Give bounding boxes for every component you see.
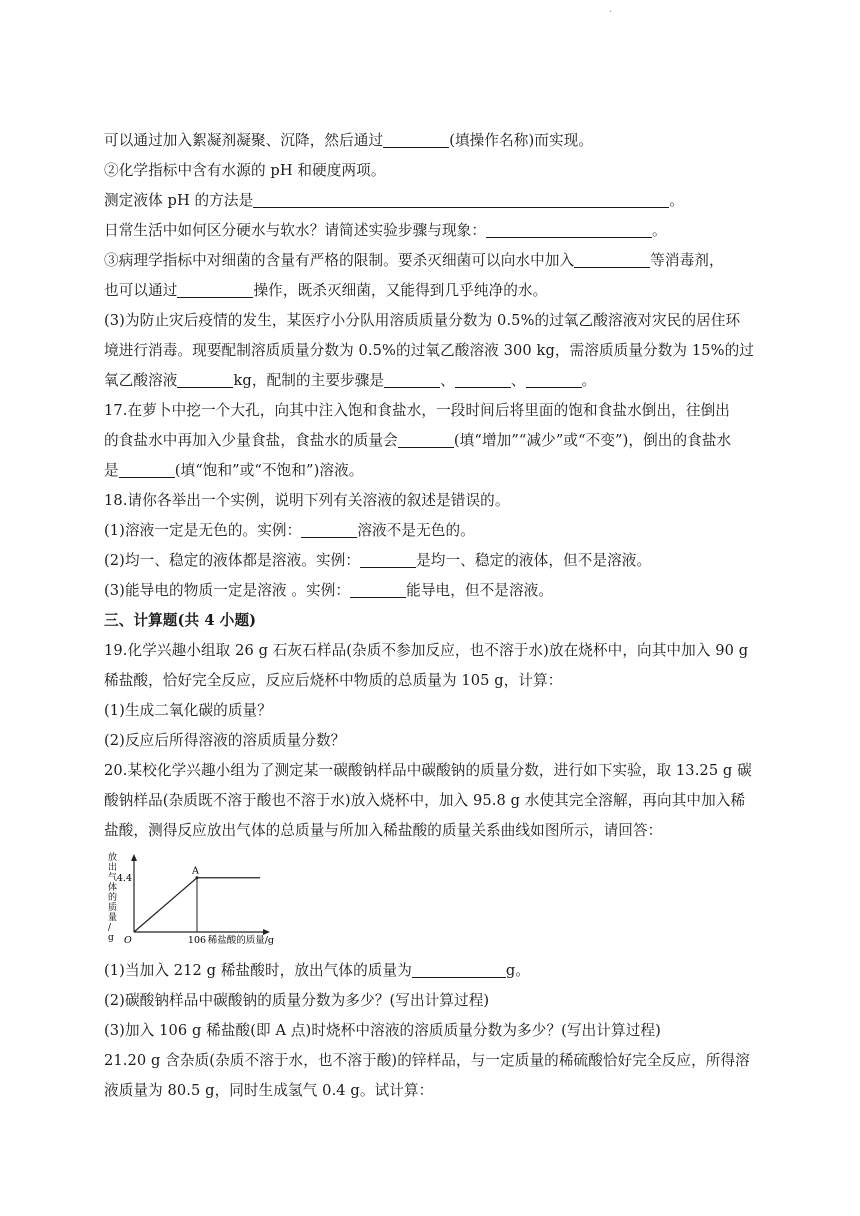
answer-blank[interactable] [384, 371, 440, 388]
text-line [104, 396, 764, 426]
text-segment: 20.某校化学兴趣小组为了测定某一碳酸钠样品中碳酸钠的质量分数，进行如下实验，取 13.25 g 碳 [104, 762, 752, 779]
text-segment: 21.20 g 含杂质(杂质不溶于水，也不溶于酸)的锌样品，与一定质量的稀硫酸恰好完全反应，所得溶 [104, 1052, 750, 1069]
text-segment: (2)均一、稳定的液体都是溶液。实例： [104, 552, 361, 569]
text-segment: (填“饱和”或“不饱和”)溶液。 [174, 462, 364, 479]
text-line [104, 666, 764, 696]
text-segment: (1)溶液一定是无色的。实例： [104, 522, 302, 539]
answer-blank[interactable] [526, 371, 582, 388]
answer-blank[interactable] [398, 431, 454, 448]
text-segment: 境进行消毒。现要配制溶质质量分数为 0.5%的过氧乙酸溶液 300 kg，需溶质质量分数为 15%的过 [104, 342, 754, 359]
text-segment: 等消毒剂， [650, 252, 724, 269]
answer-blank[interactable] [574, 251, 650, 268]
point-a-label: A [192, 865, 199, 877]
text-segment: (1)当加入 212 g 稀盐酸时，放出气体的质量为 [104, 962, 412, 979]
text-segment: 稀盐酸，恰好完全反应，反应后烧杯中物质的总质量为 105 g，计算： [104, 672, 563, 689]
text-segment: (填“增加”“减少”或“不变”)，倒出的食盐水 [453, 432, 732, 449]
answer-blank[interactable] [455, 371, 511, 388]
text-line [104, 816, 764, 846]
text-segment: 日常生活中如何区分硬水与软水？请简述实验步骤与现象： [104, 222, 487, 239]
text-segment: 盐酸，测得反应放出气体的总质量与所加入稀盐酸的质量关系曲线如图所示，请回答： [104, 822, 663, 839]
text-segment: (3)加入 106 g 稀盐酸(即 A 点)时烧杯中溶液的溶质质量分数为多少？(写出计算过程) [104, 1022, 661, 1039]
text-segment: 氧乙酸溶液 [104, 372, 178, 389]
answer-blank[interactable] [350, 581, 406, 598]
text-segment: (3)为防止灾后疫情的发生，某医疗小分队用溶质质量分数为 0.5%的过氧乙酸溶液对灾民的居住环 [104, 312, 741, 329]
text-line [104, 336, 764, 366]
text-line [104, 696, 764, 726]
text-segment: 酸钠样品(杂质既不溶于酸也不溶于水)放入烧杯中，加入 95.8 g 水使其完全溶解，再向其中加入稀 [104, 792, 746, 809]
section-heading [104, 606, 764, 636]
text-segment: 、 [510, 372, 526, 389]
text-line [104, 756, 764, 786]
text-segment: 、 [440, 372, 455, 389]
text-line [104, 726, 764, 756]
text-segment: (3)能导电的物质一定是溶液 。实例： [104, 582, 351, 599]
answer-blank[interactable] [383, 131, 449, 148]
origin-label: O [124, 935, 132, 946]
text-segment: 液质量为 80.5 g，同时生成氢气 0.4 g。试计算： [104, 1082, 434, 1099]
text-segment: (2)反应后所得溶液的溶质质量分数？ [104, 732, 346, 749]
text-segment: 的食盐水中再加入少量食盐，食盐水的质量会 [104, 432, 398, 449]
answer-blank[interactable] [253, 191, 669, 208]
text-line [104, 1046, 764, 1076]
text-segment: 测定液体 pH 的方法是 [104, 192, 254, 209]
answer-blank[interactable] [301, 521, 357, 538]
text-segment: 是 [104, 462, 119, 479]
text-line [104, 516, 764, 546]
answer-blank[interactable] [177, 281, 253, 298]
text-segment: 是均一、稳定的液体，但不是溶液。 [416, 552, 652, 569]
text-segment: 也可以通过 [104, 282, 178, 299]
text-segment: 可以通过加入絮凝剂凝聚、沉降，然后通过 [104, 132, 384, 149]
text-line [104, 546, 764, 576]
text-line [104, 986, 764, 1016]
document-body [104, 126, 764, 1106]
text-segment: ②化学指标中含有水源的 pH 和硬度两项。 [104, 162, 386, 179]
y-axis-label: 放出气体的质量/ g [108, 853, 118, 943]
answer-blank[interactable] [486, 221, 652, 238]
text-segment: ③病理学指标中对细菌的含量有严格的限制。要杀灭细菌可以向水中加入 [104, 252, 575, 269]
text-segment: (2)碳酸钠样品中碳酸钠的质量分数为多少？(写出计算过程) [104, 992, 490, 1009]
text-line [104, 246, 764, 276]
x-axis-label: 稀盐酸的质量/g [207, 935, 274, 946]
text-segment: 溶液不是无色的。 [357, 522, 475, 539]
text-segment: 19.化学兴趣小组取 26 g 石灰石样品(杂质不参加反应，也不溶于水)放在烧杯中，向其中加入 90 g [104, 642, 749, 659]
text-line [104, 636, 764, 666]
text-line [104, 276, 764, 306]
text-segment: (填操作名称)而实现。 [449, 132, 594, 149]
text-line [104, 486, 764, 516]
y-tick-label: 4.4 [116, 873, 132, 885]
text-segment: 。 [652, 222, 667, 239]
answer-blank[interactable] [360, 551, 416, 568]
answer-blank[interactable] [119, 461, 175, 478]
text-segment: 18.请你各举出一个实例，说明下列有关溶液的叙述是错误的。 [104, 492, 510, 509]
answer-blank[interactable] [412, 961, 506, 978]
text-segment: 17.在萝卜中挖一个大孔，向其中注入饱和食盐水，一段时间后将里面的饱和食盐水倒出，往倒出 [104, 402, 730, 419]
text-segment: 能导电，但不是溶液。 [406, 582, 554, 599]
text-line [104, 786, 764, 816]
text-line [104, 156, 764, 186]
text-segment: g。 [505, 962, 531, 979]
text-line [104, 576, 764, 606]
text-segment: 三、计算题(共 4 小题) [104, 612, 257, 629]
header-dot: . [609, 4, 613, 15]
y-axis-arrow [131, 854, 137, 861]
text-segment: (1)生成二氧化碳的质量？ [104, 702, 272, 719]
text-line [104, 216, 764, 246]
text-line [104, 456, 764, 486]
text-segment: 。 [581, 372, 597, 389]
text-line [104, 366, 764, 396]
text-line [104, 426, 764, 456]
text-line [104, 956, 764, 986]
figure-gas-mass-chart [104, 846, 764, 956]
answer-blank[interactable] [177, 371, 233, 388]
text-line [104, 1076, 764, 1106]
text-line [104, 1016, 764, 1046]
text-segment: 操作，既杀灭细菌，又能得到几乎纯净的水。 [253, 282, 548, 299]
text-line [104, 306, 764, 336]
text-line [104, 186, 764, 216]
x-tick-label: 106 [187, 935, 207, 946]
text-line [104, 126, 764, 156]
text-segment: 。 [669, 192, 685, 209]
text-segment: kg，配制的主要步骤是 [233, 372, 385, 389]
gas-mass-chart [104, 852, 274, 956]
